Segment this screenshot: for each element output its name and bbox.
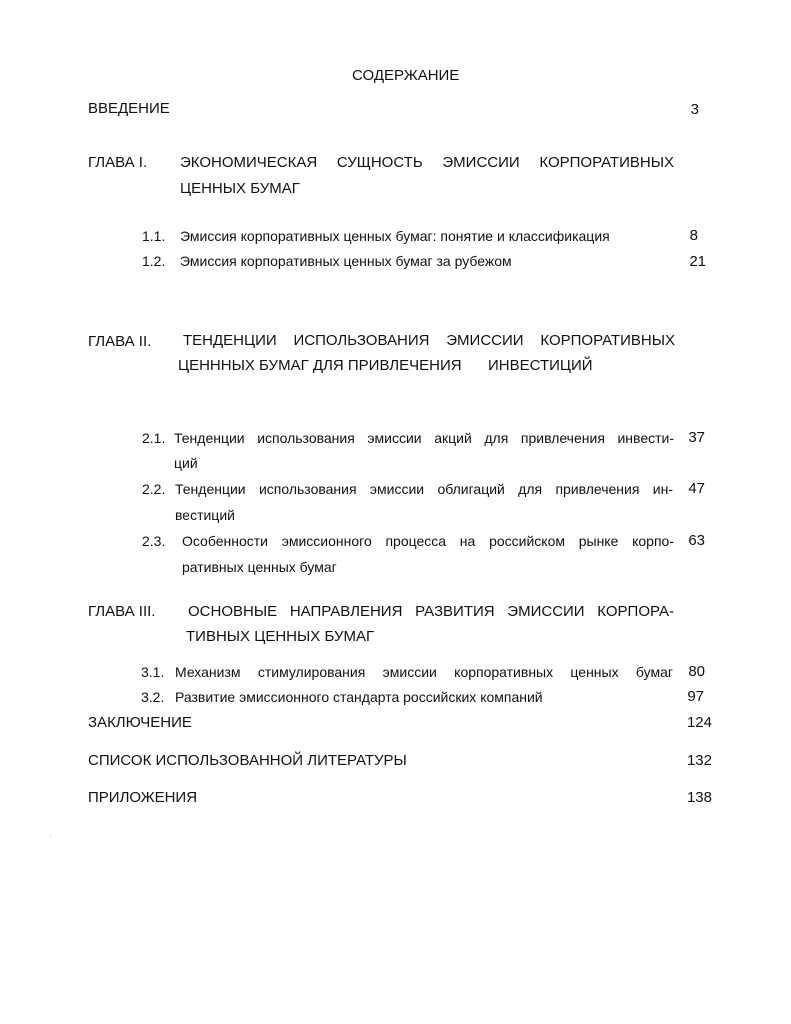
- section-2-2-title-line2: вестиций: [175, 507, 235, 523]
- toc-entry-intro: ВВЕДЕНИЕ: [88, 100, 170, 117]
- chapter-3-title-line2: ТИВНЫХ ЦЕННЫХ БУМАГ: [186, 628, 375, 645]
- section-3-1-number: 3.1.: [141, 664, 165, 680]
- chapter-2-label: ГЛАВА II.: [88, 333, 152, 350]
- section-2-3-title-line1: Особенности эмиссионного процесса на российском рынке корпо-: [182, 533, 674, 549]
- section-1-2-title: Эмиссия корпоративных ценных бумаг за рубежом: [180, 253, 512, 269]
- section-3-1-title: Механизм стимулирования эмиссии корпоративных ценных бумаг: [175, 664, 673, 680]
- section-2-2-page: 47: [688, 480, 705, 497]
- section-3-2-number: 3.2.: [141, 689, 165, 705]
- section-1-1-number: 1.1.: [142, 228, 166, 244]
- section-2-1-title-line1: Тенденции использования эмиссии акций для привлечения инвести-: [174, 430, 674, 446]
- section-1-1-page: 8: [689, 227, 698, 244]
- toc-page-intro: 3: [690, 101, 699, 118]
- section-2-1-number: 2.1.: [142, 430, 166, 446]
- chapter-1-title-line2: ЦЕННЫХ БУМАГ: [180, 180, 300, 197]
- chapter-3-title-line1: ОСНОВНЫЕ НАПРАВЛЕНИЯ РАЗВИТИЯ ЭМИССИИ КОРПОРА-: [188, 603, 674, 620]
- toc-entry-references: СПИСОК ИСПОЛЬЗОВАННОЙ ЛИТЕРАТУРЫ: [88, 752, 407, 769]
- section-2-1-page: 37: [688, 429, 705, 446]
- chapter-2-title-line2-end: ИНВЕСТИЦИЙ: [488, 357, 593, 374]
- section-2-2-title-line1: Тенденции использования эмиссии облигаций для привлечения ин-: [175, 481, 673, 497]
- section-1-2-page: 21: [689, 253, 706, 270]
- section-2-2-number: 2.2.: [142, 481, 166, 497]
- chapter-1-label: ГЛАВА I.: [88, 154, 148, 171]
- scan-speck: [50, 836, 51, 837]
- section-2-3-title-line2: ративных ценных бумаг: [182, 559, 337, 575]
- chapter-1-title-line1: ЭКОНОМИЧЕСКАЯ СУЩНОСТЬ ЭМИССИИ КОРПОРАТИВНЫХ: [180, 154, 674, 171]
- section-2-3-page: 63: [688, 532, 705, 549]
- toc-page-conclusion: 124: [686, 714, 712, 731]
- toc-page-appendices: 138: [686, 789, 712, 806]
- chapter-2-title-line1: ТЕНДЕНЦИИ ИСПОЛЬЗОВАНИЯ ЭМИССИИ КОРПОРАТИВНЫХ: [183, 332, 675, 349]
- toc-entry-appendices: ПРИЛОЖЕНИЯ: [88, 789, 198, 806]
- section-1-2-number: 1.2.: [142, 253, 166, 269]
- section-3-2-page: 97: [687, 688, 704, 705]
- chapter-3-label: ГЛАВА III.: [88, 603, 156, 620]
- chapter-2-title-line2: ЦЕНННЫХ БУМАГ ДЛЯ ПРИВЛЕЧЕНИЯ: [178, 357, 462, 374]
- section-2-3-number: 2.3.: [142, 533, 166, 549]
- section-3-2-title: Развитие эмиссионного стандарта российских компаний: [175, 689, 543, 705]
- section-2-1-title-line2: ций: [174, 455, 198, 471]
- toc-entry-conclusion: ЗАКЛЮЧЕНИЕ: [88, 714, 192, 731]
- page-title: СОДЕРЖАНИЕ: [352, 67, 460, 84]
- section-3-1-page: 80: [688, 663, 705, 680]
- section-1-1-title: Эмиссия корпоративных ценных бумаг: понятие и классификация: [180, 228, 610, 244]
- toc-page-references: 132: [686, 752, 712, 769]
